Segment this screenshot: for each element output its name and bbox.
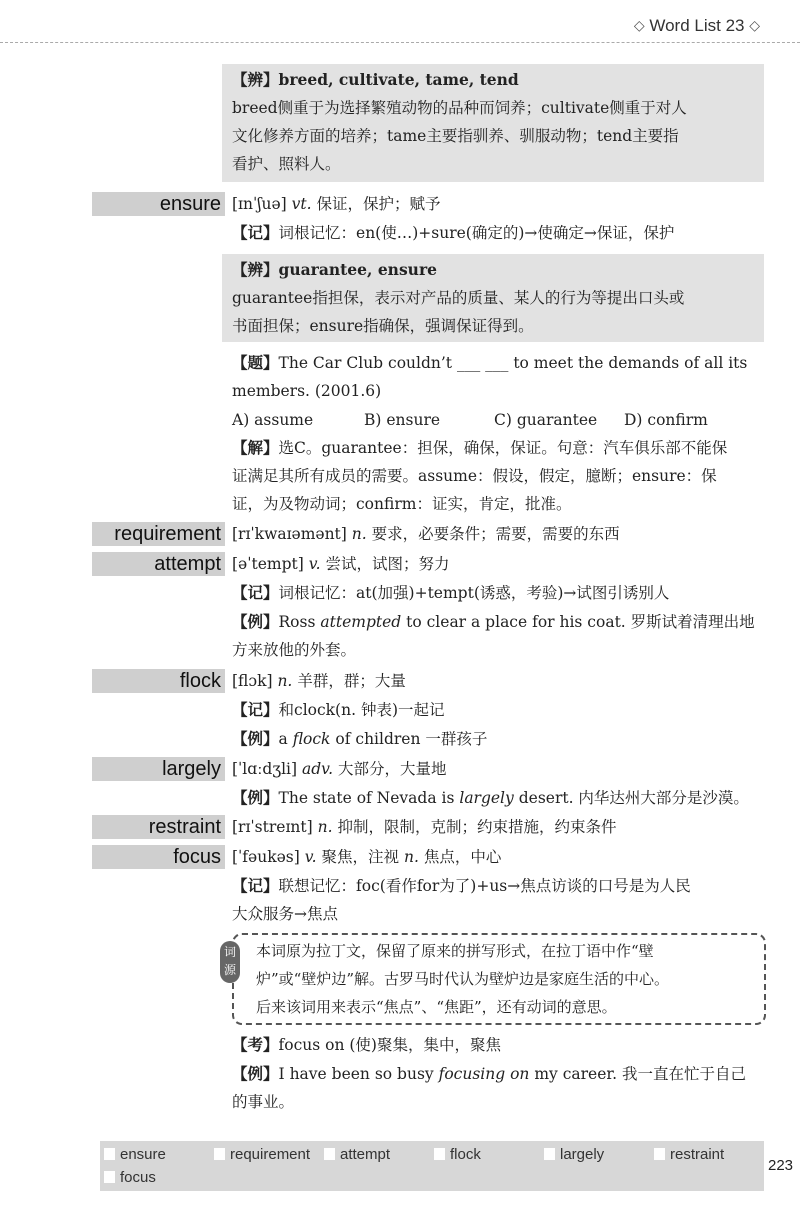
option-d: D) confirm <box>624 411 708 429</box>
word-list-title <box>634 16 760 36</box>
distinction-heading: 【辨】guarantee, ensure <box>232 260 437 279</box>
definition-flock: [flɔk] n. 羊群，群；大量 <box>232 672 406 690</box>
diamond-icon: ◇ <box>633 17 645 33</box>
definition-requirement: [rɪˈkwaɪəmənt] n. 要求，必要条件；需要，需要的东西 <box>232 525 620 543</box>
checkbox[interactable] <box>324 1148 335 1160</box>
page-header <box>0 0 800 44</box>
distinction-text: 看护、照料人。 <box>232 155 341 173</box>
explanation: 证满足其所有成员的需要。assume：假设，假定，臆断；ensure：保 <box>232 467 717 485</box>
definition-focus: [ˈfəukəs] v. 聚焦，注视 n. 焦点，中心 <box>232 848 502 866</box>
review-word[interactable]: largely <box>544 1144 604 1166</box>
checkbox[interactable] <box>104 1171 115 1183</box>
checkbox[interactable] <box>544 1148 555 1160</box>
headword-focus: focus <box>92 845 225 869</box>
explanation: 证，为及物动词；confirm：证实，肯定，批准。 <box>232 495 572 513</box>
distinction-text: 文化修养方面的培养；tame主要指驯养、驯服动物；tend主要指 <box>232 127 679 145</box>
exam-question: 【题】The Car Club couldn’t ___ ___ to meet the demands of all its <box>232 353 748 372</box>
example-sentence: 【例】a flock of children 一群孩子 <box>232 729 488 748</box>
distinction-heading: 【辨】breed, cultivate, tame, tend <box>232 70 519 89</box>
distinction-text: breed侧重于为选择繁殖动物的品种而饲养；cultivate侧重于对人 <box>232 99 687 117</box>
memory-note: 【记】联想记忆：foc(看作for为了)+us→焦点访谈的口号是为人民 <box>232 876 691 895</box>
review-word[interactable]: ensure <box>104 1144 166 1166</box>
example-sentence: 【例】The state of Nevada is largely desert. 内华达州大部分是沙漠。 <box>232 788 749 807</box>
headword-largely: largely <box>92 757 225 781</box>
review-word[interactable]: requirement <box>214 1144 310 1166</box>
etymology-box <box>223 933 766 1025</box>
example-sentence: 的事业。 <box>232 1093 295 1111</box>
checkbox[interactable] <box>434 1148 445 1160</box>
headword-ensure: ensure <box>92 192 225 216</box>
page-number: 223 <box>768 1157 794 1174</box>
option-a: A) assume <box>232 411 314 429</box>
option-c: C) guarantee <box>494 411 598 429</box>
etymology-badge: 词源 <box>220 941 240 983</box>
review-word[interactable]: focus <box>104 1167 156 1189</box>
headword-flock: flock <box>92 669 225 693</box>
header-divider <box>0 42 800 43</box>
review-word[interactable]: attempt <box>324 1144 390 1166</box>
diamond-icon: ◇ <box>749 17 760 33</box>
definition-attempt: [əˈtempt] v. 尝试，试图；努力 <box>232 555 450 573</box>
memory-note: 大众服务→焦点 <box>232 905 338 923</box>
headword-attempt: attempt <box>92 552 225 576</box>
definition-largely: [ˈlɑːdʒli] adv. 大部分，大量地 <box>232 760 447 778</box>
review-word[interactable]: flock <box>434 1144 481 1166</box>
checkbox[interactable] <box>214 1148 225 1160</box>
etymology-text: 炉”或“壁炉边”解。古罗马时代认为壁炉边是家庭生活的中心。 <box>256 970 670 988</box>
headword-restraint: restraint <box>92 815 225 839</box>
option-b: B) ensure <box>364 411 441 429</box>
example-sentence: 方来放他的外套。 <box>232 641 357 659</box>
word-list-label: Word List 23 <box>649 16 745 35</box>
review-word[interactable]: restraint <box>654 1144 724 1166</box>
example-sentence: 【例】I have been so busy focusing on my career. 我一直在忙于自己 <box>232 1064 746 1083</box>
exam-point: 【考】focus on (使)聚集，集中，聚焦 <box>232 1035 501 1054</box>
headword-requirement: requirement <box>92 522 225 546</box>
checkbox[interactable] <box>104 1148 115 1160</box>
definition-restraint: [rɪˈstreɪnt] n. 抑制，限制，克制；约束措施，约束条件 <box>232 818 617 836</box>
explanation: 【解】选C。guarantee：担保，确保，保证。句意：汽车俱乐部不能保 <box>232 438 728 457</box>
review-word-bar <box>100 1141 764 1191</box>
memory-note: 【记】和clock(n. 钟表)一起记 <box>232 700 445 719</box>
exam-question: members. (2001.6) <box>232 382 382 400</box>
checkbox[interactable] <box>654 1148 665 1160</box>
distinction-text: guarantee指担保，表示对产品的质量、某人的行为等提出口头或 <box>232 289 685 307</box>
etymology-text: 本词原为拉丁文，保留了原来的拼写形式，在拉丁语中作“壁 <box>256 942 654 960</box>
definition-ensure: [ɪnˈʃuə] vt. 保证，保护；赋予 <box>232 195 441 213</box>
etymology-text: 后来该词用来表示“焦点”、“焦距”，还有动词的意思。 <box>256 998 617 1016</box>
example-sentence: 【例】Ross attempted to clear a place for his coat. 罗斯试着清理出地 <box>232 612 755 631</box>
distinction-text: 书面担保；ensure指确保，强调保证得到。 <box>232 317 534 335</box>
memory-note: 【记】词根记忆：en(使…)+sure(确定的)→使确定→保证，保护 <box>232 223 675 242</box>
memory-note: 【记】词根记忆：at(加强)+tempt(诱惑，考验)→试图引诱别人 <box>232 583 670 602</box>
